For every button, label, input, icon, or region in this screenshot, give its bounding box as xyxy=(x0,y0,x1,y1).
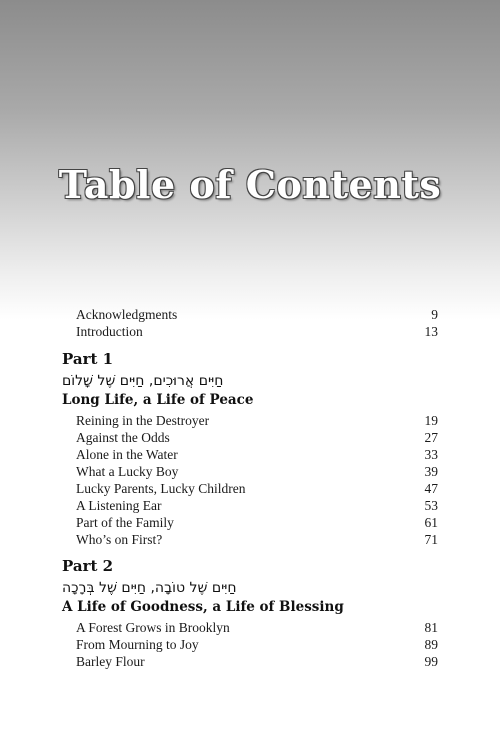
part-2-hebrew-title: חַיִּים שֶׁל טוֹבָה, חַיִּים שֶׁל בְּרָכָה xyxy=(62,580,237,596)
page-title: Table of Contents xyxy=(58,162,442,207)
toc-entry[interactable] xyxy=(76,532,438,549)
toc-entry-page: 53 xyxy=(424,498,438,513)
toc-entry[interactable] xyxy=(76,637,438,654)
toc-entry-label: Part of the Family xyxy=(76,515,174,530)
toc-entry[interactable] xyxy=(76,654,438,671)
toc-entry[interactable] xyxy=(76,515,438,532)
toc-entry-page: 71 xyxy=(424,532,438,547)
toc-entry-page: 27 xyxy=(424,430,438,445)
toc-entry-label: Alone in the Water xyxy=(76,447,178,462)
toc-entry-label: What a Lucky Boy xyxy=(76,464,179,479)
toc-entry-label: Introduction xyxy=(76,324,143,339)
part-2-subtitle: A Life of Goodness, a Life of Blessing xyxy=(62,599,344,615)
toc-entry-page: 81 xyxy=(424,620,438,635)
part-1-hebrew-title: חַיִּים אֲרוּכִים, חַיִּים שֶׁל שָׁלוֹם xyxy=(62,373,224,389)
toc-entry-acknowledgments[interactable] xyxy=(76,307,438,324)
toc-entry-page: 61 xyxy=(424,515,438,530)
toc-entry-page: 39 xyxy=(424,464,438,479)
toc-entry-introduction[interactable] xyxy=(76,324,438,341)
toc-entry-page: 19 xyxy=(424,413,438,428)
part-1-subtitle: Long Life, a Life of Peace xyxy=(62,392,254,408)
toc-entry-page: 89 xyxy=(424,637,438,652)
toc-entry[interactable] xyxy=(76,430,438,447)
toc-entry[interactable] xyxy=(76,620,438,637)
toc-entry[interactable] xyxy=(76,464,438,481)
toc-entry-label: Reining in the Destroyer xyxy=(76,413,210,428)
table-of-contents xyxy=(62,0,438,750)
toc-entry-page: 33 xyxy=(424,447,438,462)
toc-entry[interactable] xyxy=(76,481,438,498)
toc-entry-label: A Forest Grows in Brooklyn xyxy=(76,620,230,635)
toc-entry-label: A Listening Ear xyxy=(76,498,162,513)
part-2-heading: Part 2 xyxy=(62,557,114,575)
toc-entry[interactable] xyxy=(76,413,438,430)
toc-entry-label: Acknowledgments xyxy=(76,307,178,322)
part-1-heading: Part 1 xyxy=(62,350,114,368)
toc-entry-page: 9 xyxy=(431,307,438,322)
toc-entry-page: 13 xyxy=(424,324,438,339)
toc-entry-label: From Mourning to Joy xyxy=(76,637,199,652)
toc-entry[interactable] xyxy=(76,498,438,515)
toc-entry-label: Against the Odds xyxy=(76,430,170,445)
toc-entry-label: Who’s on First? xyxy=(76,532,163,547)
toc-entry[interactable] xyxy=(76,447,438,464)
toc-entry-page: 99 xyxy=(424,654,438,669)
toc-entry-page: 47 xyxy=(424,481,438,496)
toc-entry-label: Barley Flour xyxy=(76,654,145,669)
toc-entry-label: Lucky Parents, Lucky Children xyxy=(76,481,246,496)
